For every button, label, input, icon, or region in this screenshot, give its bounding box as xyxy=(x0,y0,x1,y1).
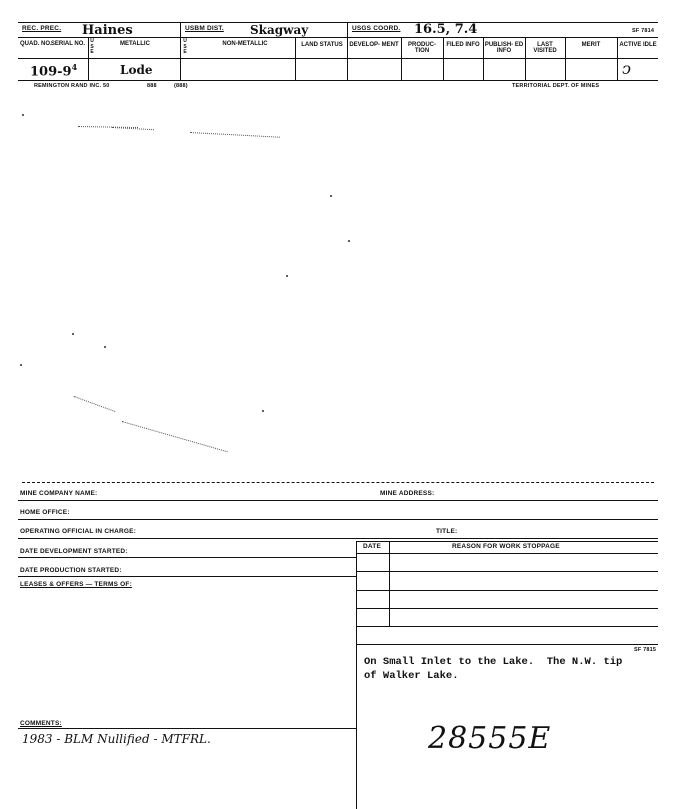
land-status-header: LAND STATUS xyxy=(301,42,343,48)
scan-dot xyxy=(104,346,106,348)
divider xyxy=(389,541,390,626)
usbm-dist-label: USBM DIST. xyxy=(185,25,224,32)
form-number: SF 7814 xyxy=(632,28,655,34)
scan-dot xyxy=(286,275,288,277)
stoppage-reason-header: REASON FOR WORK STOPPAGE xyxy=(452,543,560,550)
scan-speckle xyxy=(122,421,228,452)
stoppage-row-rule xyxy=(356,644,658,645)
usbm-dist-value: Skagway xyxy=(250,23,309,37)
quad-no-header: QUAD. NO. xyxy=(20,41,52,47)
divider xyxy=(347,22,348,80)
stoppage-date-header: DATE xyxy=(363,543,382,550)
development-header: DEVELOP- MENT xyxy=(349,42,399,48)
handwritten-number: 28555E xyxy=(428,721,552,756)
active-idle-header: ACTIVE IDLE xyxy=(619,42,657,48)
stoppage-row-rule xyxy=(356,626,658,627)
use-code-right: U S E xyxy=(183,38,187,55)
stoppage-row-rule xyxy=(356,571,658,572)
scan-dot xyxy=(330,195,332,197)
scan-dot xyxy=(22,114,24,116)
rule xyxy=(18,538,658,539)
operating-official-label: OPERATING OFFICIAL IN CHARGE: xyxy=(20,528,137,535)
rule xyxy=(18,728,356,729)
stoppage-row-rule xyxy=(356,590,658,591)
use-code-left: U S E xyxy=(90,38,94,55)
rec-prec-label: REC. PREC. xyxy=(22,25,62,32)
quad-serial-value: $109-9^4$ xyxy=(30,62,78,80)
scan-speckle xyxy=(74,396,116,412)
scan-speckle xyxy=(112,127,154,130)
stoppage-top-rule xyxy=(356,541,658,542)
filed-info-header: FILED INFO xyxy=(446,42,480,48)
rule xyxy=(18,557,356,558)
rule xyxy=(18,576,356,577)
location-note-line2: of Walker Lake. xyxy=(364,670,459,682)
last-visited-header: LAST VISITED xyxy=(533,42,557,55)
mine-address-label: MINE ADDRESS: xyxy=(380,490,435,497)
scan-dot xyxy=(72,333,74,335)
rule xyxy=(18,500,658,501)
scan-dot xyxy=(20,364,22,366)
merit-header: MERIT xyxy=(581,42,601,48)
scan-dot xyxy=(348,240,350,242)
record-bottom-rule xyxy=(18,80,658,81)
rec-prec-value: Haines xyxy=(82,23,133,38)
production-header: PRODUC- TION xyxy=(408,42,436,55)
scan-dot xyxy=(262,410,264,412)
serial-no-header: SERIAL NO. xyxy=(50,41,86,47)
active-mark: ↄ xyxy=(622,59,631,78)
columns-bottom-rule xyxy=(18,58,658,59)
metallic-header: METALLIC xyxy=(120,41,150,47)
usgs-coord-label: USGS COORD. xyxy=(352,25,401,32)
usgs-coord-value: 16.5, 7.4 xyxy=(414,22,478,37)
date-production-label: DATE PRODUCTION STARTED: xyxy=(20,567,122,574)
mine-company-name-label: MINE COMPANY NAME: xyxy=(20,490,98,497)
title-label: TITLE: xyxy=(436,528,458,535)
printer-imprint: REMINGTON RAND INC. 50 xyxy=(34,83,110,89)
card-top-edge xyxy=(22,482,654,483)
leases-label: LEASES & OFFERS — TERMS OF: xyxy=(20,581,132,588)
rule xyxy=(18,519,658,520)
form-number-2: SF 7815 xyxy=(634,647,657,653)
stoppage-header-rule xyxy=(356,553,658,554)
metallic-value: Lode xyxy=(120,63,153,77)
date-development-label: DATE DEVELOPMENT STARTED: xyxy=(20,548,128,555)
location-note-line1: On Small Inlet to the Lake. The N.W. tip xyxy=(364,656,623,668)
non-metallic-header: NON-METALLIC xyxy=(222,41,268,47)
divider xyxy=(295,37,296,80)
divider xyxy=(356,541,357,809)
department-imprint: TERRITORIAL DEPT. OF MINES xyxy=(512,83,600,89)
printer-code: 888 xyxy=(147,83,157,89)
printer-code-2: (888) xyxy=(174,83,188,89)
published-info-header: PUBLISH- ED INFO xyxy=(484,42,524,55)
divider xyxy=(180,22,181,80)
stoppage-row-rule xyxy=(356,608,658,609)
scan-speckle xyxy=(190,132,280,138)
home-office-label: HOME OFFICE: xyxy=(20,509,70,516)
comments-label: COMMENTS: xyxy=(20,720,62,727)
handwritten-comment: 1983 - BLM Nullified - MTFRL. xyxy=(22,732,211,746)
